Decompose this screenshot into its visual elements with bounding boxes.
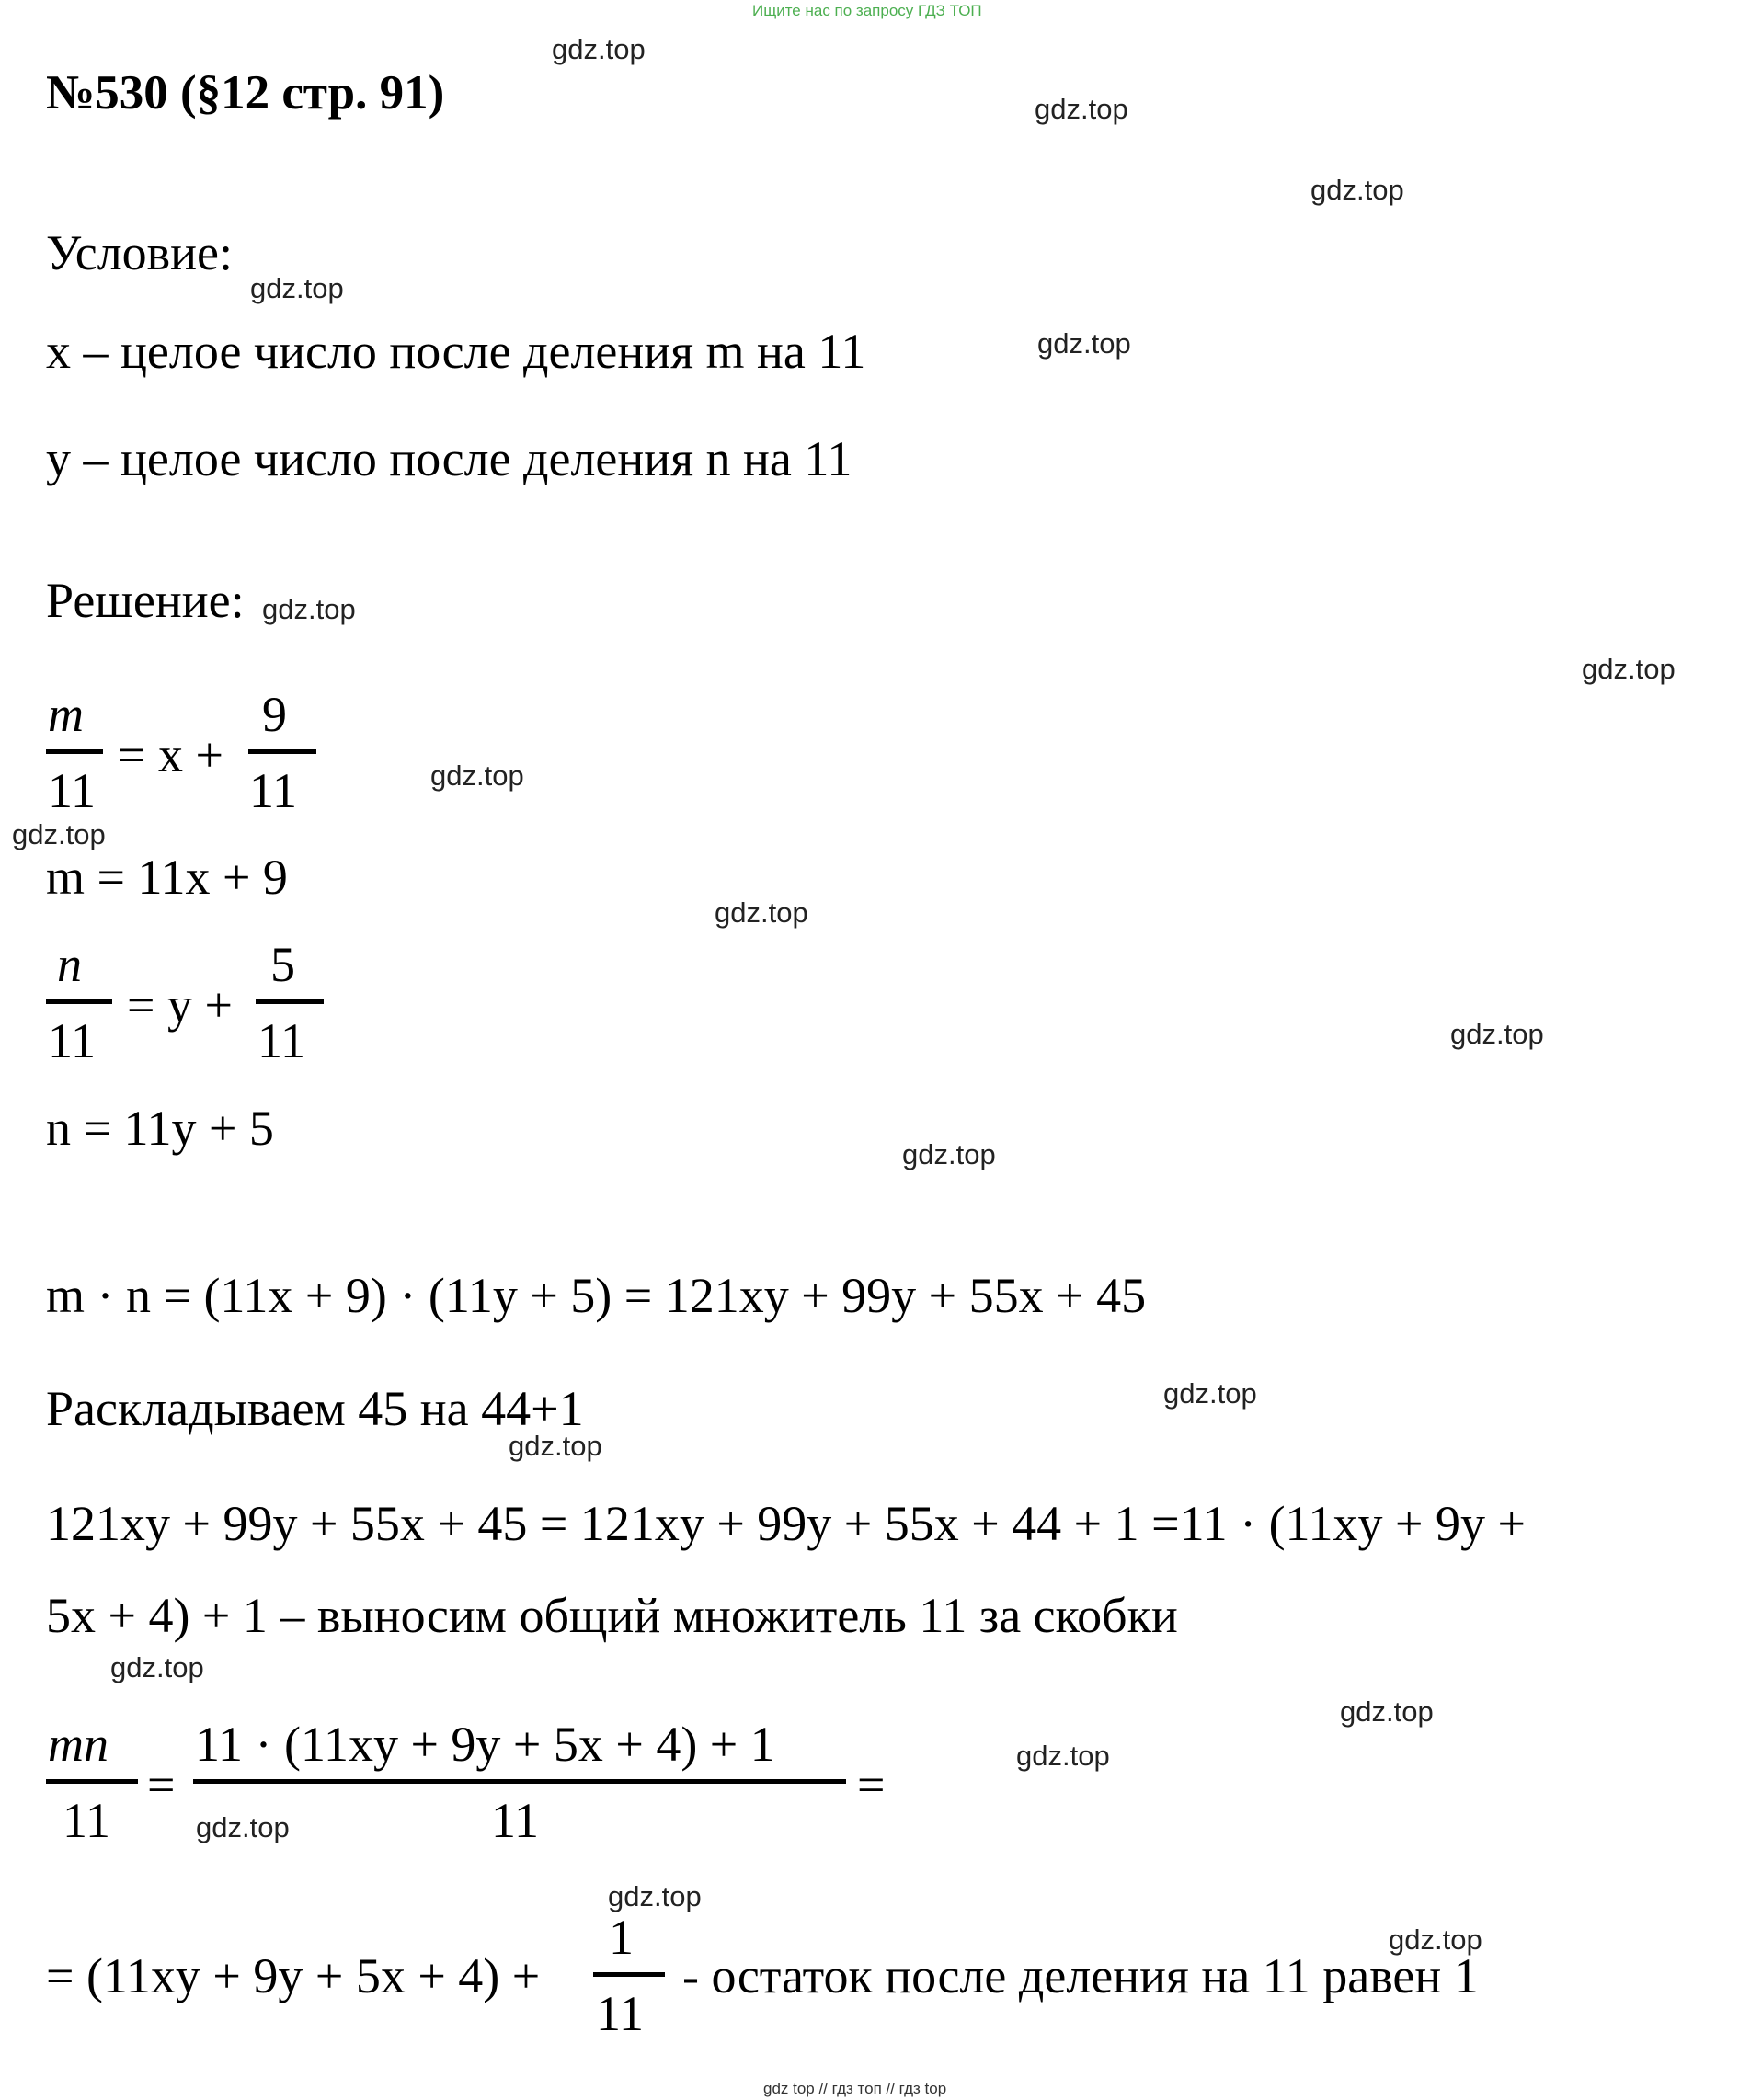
frac1-denominator-2: 11	[249, 763, 297, 818]
watermark: gdz.top	[430, 759, 524, 792]
solution-heading: Решение:	[46, 573, 245, 628]
watermark: gdz.top	[1582, 653, 1676, 685]
product-equation: m · n = (11x + 9) · (11y + 5) = 121xy + 99y + 55x + 45	[46, 1268, 1147, 1323]
watermark: gdz.top	[1389, 1923, 1482, 1956]
final-denominator: 11	[596, 1986, 644, 2041]
frac2-numerator-2: 5	[270, 937, 295, 992]
final-bar	[593, 1972, 665, 1977]
frac2-denominator: 11	[48, 1013, 96, 1068]
watermark: gdz.top	[1035, 93, 1128, 125]
expand-note: Раскладываем 45 на 44+1	[46, 1381, 584, 1436]
frac2-denominator-2: 11	[257, 1013, 305, 1068]
watermark: gdz.top	[12, 818, 106, 850]
frac3-bar-2	[193, 1779, 846, 1784]
frac3-bar	[46, 1779, 138, 1784]
frac2-bar-2	[256, 999, 324, 1004]
equation-m: m = 11x + 9	[46, 850, 288, 905]
watermark: gdz.top	[262, 593, 356, 625]
top-banner: Ищите нас по запросу ГДЗ ТОП	[752, 2, 982, 19]
watermark: gdz.top	[1450, 1018, 1544, 1050]
watermark: gdz.top	[1163, 1377, 1257, 1410]
watermark: gdz.top	[196, 1811, 290, 1843]
page-title: №530 (§12 стр. 91)	[46, 66, 445, 120]
expand-line-2: 5x + 4) + 1 – выносим общий множитель 11 за скобки	[46, 1588, 1178, 1643]
frac3-equals-2: =	[857, 1757, 886, 1812]
watermark: gdz.top	[1016, 1740, 1110, 1772]
frac1-rhs: = x +	[118, 727, 223, 782]
frac3-equals: =	[147, 1757, 176, 1812]
frac3-numerator-2: 11 · (11xy + 9y + 5x + 4) + 1	[195, 1717, 775, 1772]
watermark: gdz.top	[1037, 327, 1131, 360]
frac2-rhs: = y +	[127, 977, 233, 1033]
frac1-bar	[46, 749, 103, 754]
frac3-numerator: mn	[48, 1717, 109, 1772]
frac3-denominator-2: 11	[491, 1793, 539, 1848]
frac2-numerator: n	[57, 937, 82, 992]
condition-line-1: x – целое число после деления m на 11	[46, 324, 866, 379]
frac2-bar	[46, 999, 112, 1004]
watermark: gdz.top	[250, 272, 344, 304]
equation-n: n = 11y + 5	[46, 1101, 274, 1156]
bottom-banner: gdz top // гдз топ // гдз top	[763, 2080, 947, 2097]
final-lhs: = (11xy + 9y + 5x + 4) +	[46, 1948, 541, 2003]
watermark: gdz.top	[608, 1880, 702, 1912]
watermark: gdz.top	[902, 1138, 996, 1170]
watermark: gdz.top	[509, 1430, 602, 1462]
watermark: gdz.top	[552, 33, 646, 65]
final-numerator: 1	[609, 1910, 634, 1965]
watermark: gdz.top	[1340, 1695, 1434, 1728]
frac1-numerator-2: 9	[262, 687, 287, 742]
expand-line-1: 121xy + 99y + 55x + 45 = 121xy + 99y + 55x + 44 + 1 =11 · (11xy + 9y +	[46, 1496, 1526, 1551]
frac1-numerator: m	[48, 687, 84, 742]
frac3-denominator: 11	[63, 1793, 110, 1848]
frac1-denominator: 11	[48, 763, 96, 818]
watermark: gdz.top	[110, 1651, 204, 1683]
condition-line-2: y – целое число после деления n на 11	[46, 431, 852, 486]
final-rhs: - остаток после деления на 11 равен 1	[682, 1948, 1479, 2003]
frac1-bar-2	[248, 749, 316, 754]
condition-heading: Условие:	[46, 225, 234, 280]
watermark: gdz.top	[715, 896, 808, 929]
watermark: gdz.top	[1310, 174, 1404, 206]
